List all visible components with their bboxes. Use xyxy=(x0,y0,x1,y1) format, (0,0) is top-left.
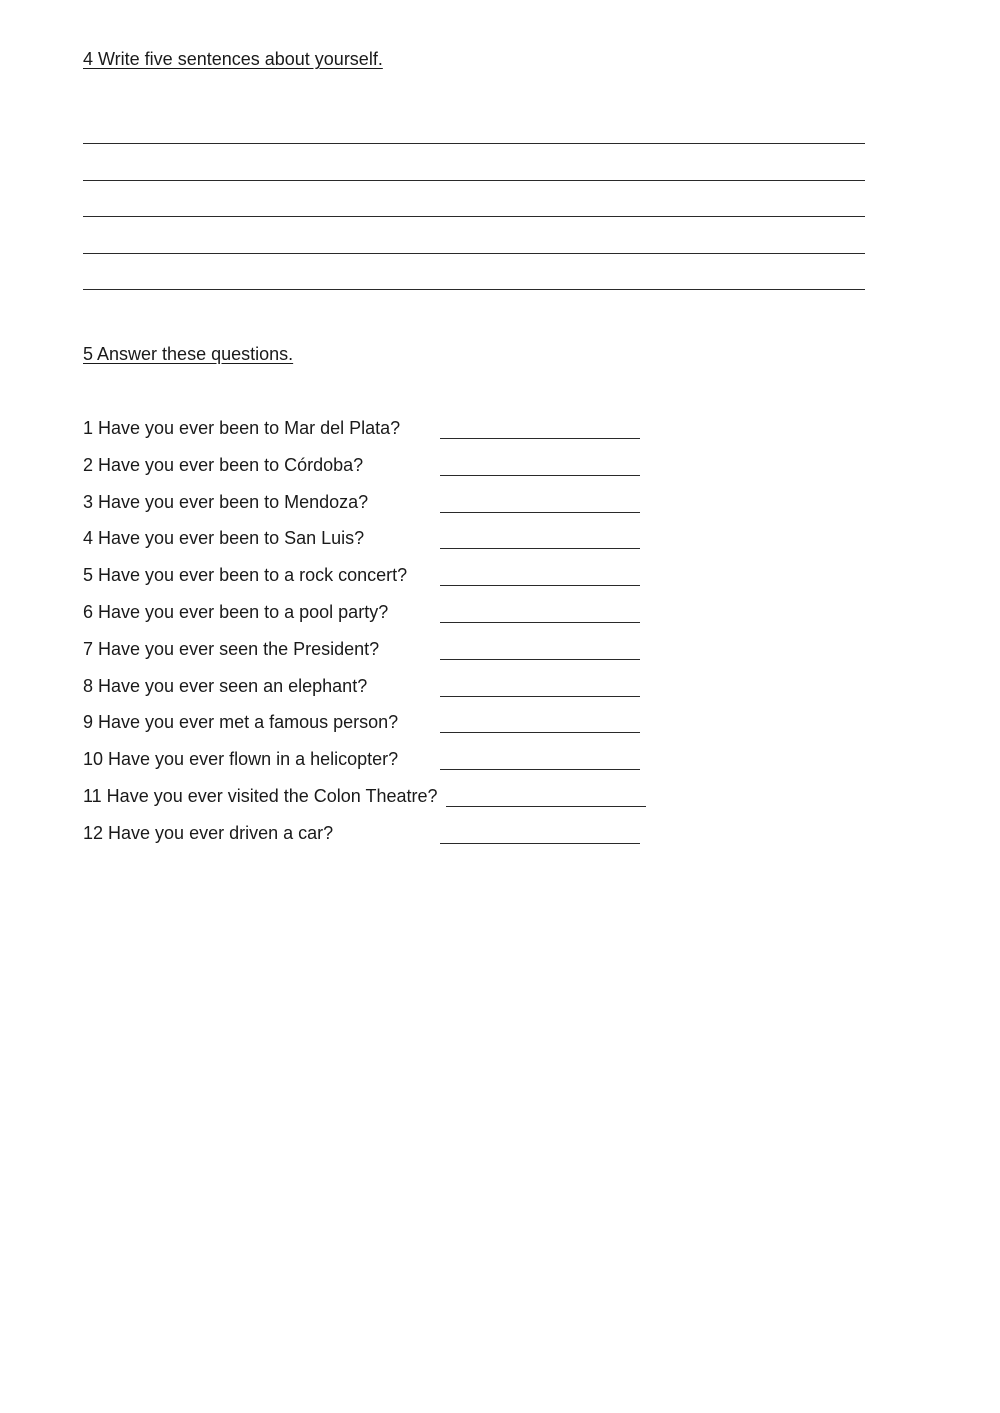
question-text: 7 Have you ever seen the President? xyxy=(83,638,380,659)
sentence-writing-lines xyxy=(83,136,865,290)
question-text: 9 Have you ever met a famous person? xyxy=(83,712,399,733)
answer-line[interactable] xyxy=(440,732,640,733)
writing-line-5[interactable] xyxy=(83,254,865,291)
question-text: 5 Have you ever been to a rock concert? xyxy=(83,565,408,586)
question-text: 10 Have you ever flown in a helicopter? xyxy=(83,749,399,770)
question-row xyxy=(83,747,683,784)
answer-line[interactable] xyxy=(446,806,646,807)
question-text: 8 Have you ever seen an elephant? xyxy=(83,675,368,696)
question-row xyxy=(83,453,683,490)
question-row xyxy=(83,416,683,453)
answer-line[interactable] xyxy=(440,696,640,697)
answer-line[interactable] xyxy=(440,843,640,844)
question-text: 1 Have you ever been to Mar del Plata? xyxy=(83,418,401,438)
question-row xyxy=(83,563,683,600)
answer-line[interactable] xyxy=(440,475,640,476)
section-4-heading: 4 Write five sentences about yourself. xyxy=(83,49,383,69)
question-text: 12 Have you ever driven a car? xyxy=(83,822,334,843)
question-row xyxy=(83,821,683,858)
question-row xyxy=(83,784,683,821)
question-list xyxy=(83,416,683,858)
question-text: 11 Have you ever visited the Colon Theatre? xyxy=(83,785,438,806)
writing-line-2[interactable] xyxy=(83,144,865,181)
question-row xyxy=(83,674,683,711)
question-text: 4 Have you ever been to San Luis? xyxy=(83,528,365,549)
section-5-heading: 5 Answer these questions. xyxy=(83,344,294,364)
question-text: 3 Have you ever been to Mendoza? xyxy=(83,491,369,512)
writing-line-4[interactable] xyxy=(83,217,865,254)
answer-line[interactable] xyxy=(440,548,640,549)
answer-line[interactable] xyxy=(440,769,640,770)
question-row xyxy=(83,637,683,674)
answer-line[interactable] xyxy=(440,659,640,660)
question-row xyxy=(83,490,683,527)
answer-line[interactable] xyxy=(440,585,640,586)
answer-line[interactable] xyxy=(440,512,640,513)
question-row xyxy=(83,526,683,563)
writing-line-1[interactable] xyxy=(83,136,865,144)
answer-line[interactable] xyxy=(440,622,640,623)
question-row xyxy=(83,710,683,747)
writing-line-3[interactable] xyxy=(83,181,865,218)
answer-line[interactable] xyxy=(440,438,640,439)
question-row xyxy=(83,600,683,637)
question-text: 6 Have you ever been to a pool party? xyxy=(83,601,389,622)
question-text: 2 Have you ever been to Córdoba? xyxy=(83,454,364,475)
